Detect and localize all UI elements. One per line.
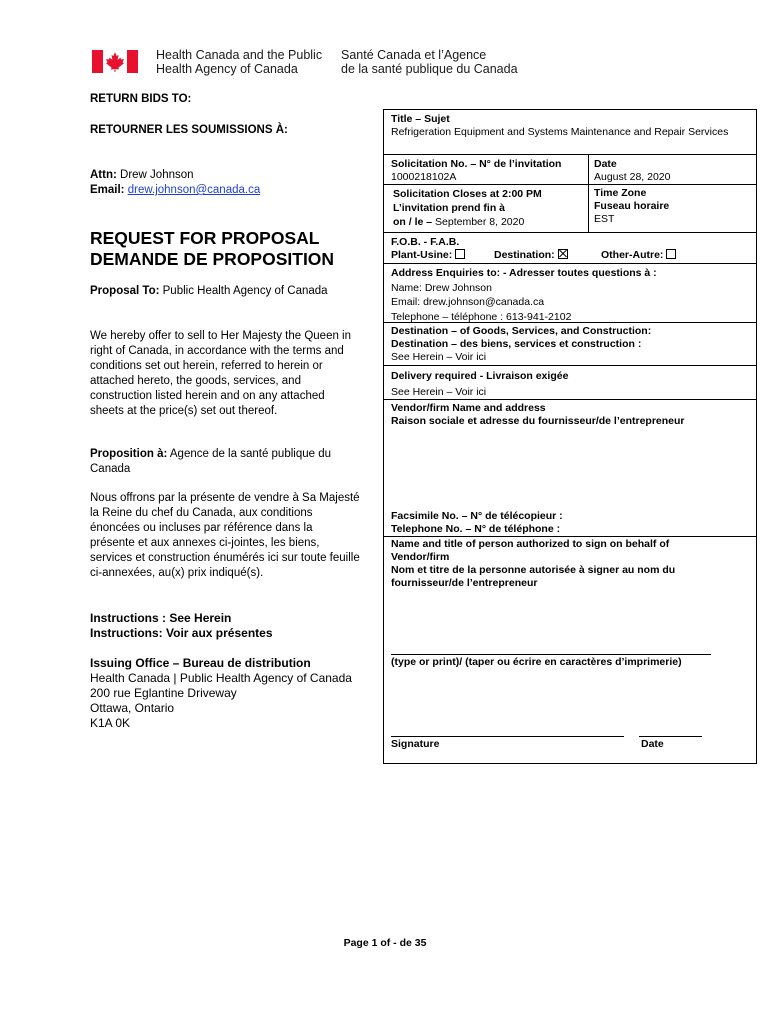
solicitation-label: Solicitation No. – N° de l’invitation <box>391 158 562 170</box>
divider <box>384 184 756 185</box>
bid-form-box <box>383 109 757 764</box>
divider <box>384 322 756 323</box>
attn-value: Drew Johnson <box>120 169 194 181</box>
timezone-value: EST <box>594 213 615 225</box>
page-number: Page 1 of - de 35 <box>343 937 427 949</box>
vendor-section <box>391 402 751 428</box>
proposal-to-label: Proposal To: <box>90 285 160 297</box>
solicitation-value: 1000218102A <box>391 171 457 183</box>
closes-label-fr: L’invitation prend fin à <box>393 202 506 214</box>
issuing-line4: K1A 0K <box>90 716 131 730</box>
dest-goods-label-fr: Destination – des biens, services et construction : <box>391 338 642 350</box>
destination-label: Destination: <box>494 249 555 261</box>
date-section <box>594 158 749 184</box>
agency-fr-line1: Santé Canada et l’Agence <box>341 48 487 62</box>
plant-checkbox[interactable] <box>455 249 465 259</box>
fax-label: Facsimile No. – N° de télécopieur : <box>391 510 563 522</box>
closes-value: September 8, 2020 <box>435 216 525 228</box>
agency-en-line2: Health Agency of Canada <box>156 62 298 76</box>
issuing-line3: Ottawa, Ontario <box>90 701 175 715</box>
proposal-to-value: Public Health Agency of Canada <box>162 285 328 297</box>
authorized-label-fr: Nom et titre de la personne autorisée à signer au nom du fournisseur/de l’entrepreneur <box>391 564 676 589</box>
contact-block <box>90 168 360 198</box>
timezone-label: Time Zone <box>594 187 647 199</box>
enquiries-section <box>391 266 751 324</box>
instructions-fr: Instructions: Voir aux présentes <box>90 626 273 640</box>
issuing-label: Issuing Office – Bureau de distribution <box>90 656 311 670</box>
plant-label: Plant-Usine: <box>391 249 453 261</box>
proposition-a <box>90 447 360 477</box>
divider <box>384 365 756 366</box>
title-fr: DEMANDE DE PROPOSITION <box>90 249 335 269</box>
divider <box>384 536 756 537</box>
divider <box>384 154 756 155</box>
offer-text-fr: Nous offrons par la présente de vendre à Sa Majesté la Reine du chef du Canada, aux conditions énoncées ou incluses par référence dans la présente et aux annexes ci-jointes, les biens, services et construction énumérés ici sur toute feuille ci-annexées, au(x) prix indiqué(s). <box>90 492 360 579</box>
title-value: Refrigeration Equipment and Systems Maintenance and Repair Services <box>391 126 729 138</box>
other-label: Other-Autre: <box>601 249 664 261</box>
divider <box>384 232 756 233</box>
divider <box>588 154 589 232</box>
authorized-label: Name and title of person authorized to sign on behalf of Vendor/firm <box>391 538 670 563</box>
destination-checkbox[interactable] <box>558 249 568 259</box>
agency-fr-line2: de la santé publique du Canada <box>341 62 518 76</box>
print-label: (type or print)/ (taper ou écrire en caractères d’imprimerie) <box>391 656 682 668</box>
email-link[interactable]: drew.johnson@canada.ca <box>127 184 261 196</box>
enquiries-email: Email: drew.johnson@canada.ca <box>391 296 545 308</box>
delivery-label: Delivery required - Livraison exigée <box>391 370 569 382</box>
closes-on-label: on / le – <box>393 216 433 228</box>
name-signature-line[interactable] <box>391 654 711 655</box>
retourner-label: RETOURNER LES SOUMISSIONS À: <box>90 124 288 136</box>
divider <box>384 263 756 264</box>
divider <box>384 399 756 400</box>
offer-text-en: We hereby offer to sell to Her Majesty the Queen in right of Canada, in accordance with the terms and conditions set out herein, referred to herein or attached hereto, the goods, services, and construction listed herein and on any attached sheets at the price(s) set out thereof. <box>90 330 352 417</box>
date-label: Date <box>594 158 617 170</box>
other-option <box>601 249 676 262</box>
sig-date-label: Date <box>641 738 664 750</box>
issuing-line1: Health Canada | Public Health Agency of Canada <box>90 671 352 685</box>
page-title <box>90 228 334 270</box>
enquiries-phone: Telephone – téléphone : 613-941-2102 <box>391 310 572 323</box>
dest-goods-label: Destination – of Goods, Services, and Construction: <box>391 325 652 337</box>
timezone-section <box>594 187 749 226</box>
telephone-label: Telephone No. – N° de téléphone : <box>391 523 561 535</box>
title-en: REQUEST FOR PROPOSAL <box>90 228 320 248</box>
enquiries-name: Name: Drew Johnson <box>391 281 492 294</box>
closing-section <box>393 187 588 229</box>
plant-option <box>391 249 465 262</box>
timezone-label-fr: Fuseau horaire <box>594 200 670 212</box>
authorized-section <box>391 538 721 590</box>
agency-name-en <box>156 48 322 76</box>
dest-goods-value: See Herein – Voir ici <box>391 351 487 363</box>
email-label: Email: <box>90 184 125 196</box>
instructions <box>90 611 273 641</box>
issuing-office <box>90 656 380 731</box>
date-value: August 28, 2020 <box>594 171 671 183</box>
instructions-en: Instructions : See Herein <box>90 611 232 625</box>
delivery-section <box>391 368 751 400</box>
attn-label: Attn: <box>90 169 117 181</box>
fob-label: F.O.B. - F.A.B. <box>391 236 460 248</box>
canada-flag-icon <box>92 50 138 73</box>
proposition-value: Agence de la santé publique du Canada <box>90 448 332 475</box>
destination-goods-section <box>391 325 751 364</box>
enquiries-label: Address Enquiries to: - Adresser toutes questions à : <box>391 267 657 279</box>
agency-en-line1: Health Canada and the Public <box>156 48 323 62</box>
date-line[interactable] <box>639 736 702 737</box>
proposition-label: Proposition à: <box>90 448 168 460</box>
vendor-label: Vendor/firm Name and address <box>391 402 546 414</box>
fob-section <box>391 236 751 262</box>
closes-label: Solicitation Closes at 2:00 PM <box>393 188 542 200</box>
agency-name-fr <box>341 48 518 76</box>
signature-label: Signature <box>391 738 440 750</box>
contact-numbers <box>391 510 751 536</box>
proposal-to <box>90 284 330 299</box>
delivery-value: See Herein – Voir ici <box>391 386 487 398</box>
return-bids-label: RETURN BIDS TO: <box>90 93 192 105</box>
other-checkbox[interactable] <box>666 249 676 259</box>
title-label: Title – Sujet <box>391 113 450 125</box>
destination-option <box>494 249 568 262</box>
signature-line[interactable] <box>391 736 624 737</box>
vendor-label-fr: Raison sociale et adresse du fournisseur/de l’entrepreneur <box>391 415 685 427</box>
title-section <box>391 113 746 139</box>
issuing-line2: 200 rue Eglantine Driveway <box>90 686 237 700</box>
solicitation-section <box>391 158 586 184</box>
